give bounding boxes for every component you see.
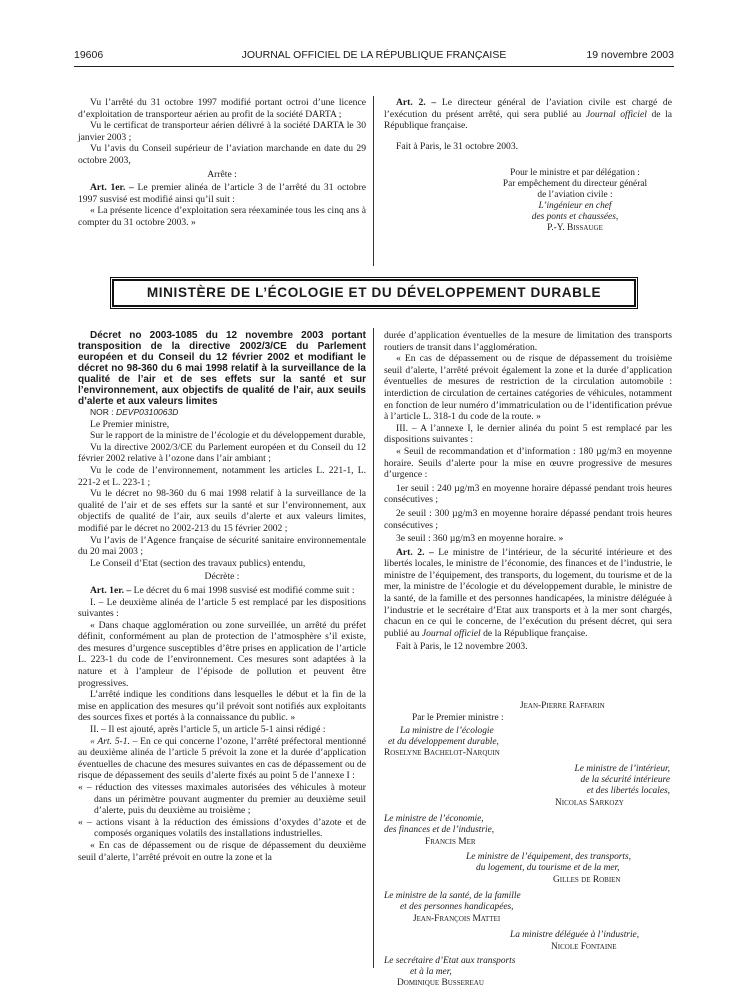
page-header <box>74 50 674 64</box>
journal-reference: Journal officiel <box>585 108 647 120</box>
journal-reference: Journal officiel <box>421 627 481 639</box>
visa-paragraph: Le Premier ministre, <box>90 418 170 430</box>
signature-line: des finances et de l’industrie, <box>384 825 495 835</box>
visa-paragraph: Vu l’avis de l’Agence française de sécurité sanitaire environnementale du 20 mai 2003 ; <box>78 534 366 558</box>
visa-paragraph: Vu le code de l’environnement, notamment les articles L. 221-1, L. 221-2 et L. 223-1 ; <box>78 464 366 488</box>
signatory-name: Nicole Fontaine <box>551 942 617 952</box>
signature-line: Le ministre de la santé, de la famille <box>384 891 521 901</box>
decree-left-column <box>78 330 366 863</box>
signatory-name: Jean-Pierre Raffarin <box>520 701 605 711</box>
fait-line: Fait à Paris, le 12 novembre 2003. <box>396 641 528 653</box>
journal-title: JOURNAL OFFICIEL DE LA RÉPUBLIQUE FRANÇAISE <box>241 49 507 61</box>
header-rule <box>74 66 674 67</box>
body-paragraph: L’arrêté indique les conditions dans lesquelles le début et la fin de la mise en application des mesures qu’il prévoit sont notifiés aux exploitants des sources fixes et portés à la connaissance du public. » <box>78 689 366 724</box>
body-paragraph: II. – Il est ajouté, après l’article 5, un article 5-1 ainsi rédigé : <box>90 724 326 736</box>
signature-line: La ministre de l’écologie <box>400 726 494 736</box>
article-text: – En ce qui concerne l’ozone, l’arrêté préfectoral mentionné au deuxième alinéa de l’article 5 prévoit la zone et la durée d’application éventuelles de chacune des mesures suivantes en cas de dépassement ou de risque de dépassement des seuils d’alerte fixés au point 5 de l’annexe I : <box>78 735 367 782</box>
visa-paragraph: Vu l’arrêté du 31 octobre 1997 modifié portant octroi d’une licence d’exploitation de transporteur aérien au profit de la société DARTA ; <box>78 97 366 120</box>
bullet-item: « – réduction des vitesses maximales autorisées des véhicules à moteur dans un périmètre pouvant augmenter du premier au deuxième seuil d’alerte, puis du deuxième au troisième ; <box>78 782 366 817</box>
decree-right-column <box>384 330 672 653</box>
threshold-line: 1er seuil : 240 µg/m3 en moyenne horaire dépassé pendant trois heures consécutives ; <box>384 482 672 506</box>
signatory-name: P.-Y. Bissauge <box>547 223 603 233</box>
signature-line: de l’aviation civile : <box>537 190 613 200</box>
article-label: Art. 2. – <box>396 546 434 558</box>
visa-paragraph: Vu l’avis du Conseil supérieur de l’aviation marchande en date du 29 octobre 2003, <box>78 143 366 166</box>
threshold-line: 3e seuil : 360 µg/m3 en moyenne horaire. » <box>396 533 564 545</box>
bottom-column-divider <box>373 328 374 968</box>
article-label: « Art. 5-1. <box>90 735 130 747</box>
decrete-heading: Décrète : <box>204 571 240 583</box>
nor-reference <box>78 407 366 419</box>
signature-line: Le ministre de l’intérieur, <box>574 764 670 774</box>
article-text: de la République française. <box>480 627 588 639</box>
signatory-name: Francis Mer <box>425 837 476 847</box>
article-text: Le premier alinéa de l’article 3 de l’arrêté du 31 octobre 1997 susvisé est modifié ainsi qu’il suit : <box>78 182 366 205</box>
signatory-name: Gilles de Robien <box>553 875 621 885</box>
body-paragraph: « Seuil de recommandation et d’information : 180 µg/m3 en moyenne horaire. Seuils d’alerte pour la mise en œuvre progressive de mesures d’urgence : <box>384 445 672 481</box>
body-paragraph: III. – A l’annexe I, le dernier alinéa du point 5 est remplacé par les dispositions suivantes : <box>384 422 672 446</box>
article-text: de la République française. <box>384 108 672 132</box>
nor-value: DEVP0310063D <box>116 407 179 417</box>
body-paragraph: durée d’application éventuelles de la mesure de limitation des transports routiers de transit dans l’agglomération. <box>384 330 672 353</box>
article-5-1 <box>78 736 366 782</box>
signature-line: et du développement durable, <box>388 737 499 747</box>
article-2 <box>384 547 672 640</box>
page-number: 19606 <box>74 49 104 61</box>
article-text: Le directeur général de l’aviation civile est chargé de l’exécution du présent arrêté, qui sera publié au <box>384 97 672 120</box>
article-1 <box>78 182 366 205</box>
signature-line: La ministre déléguée à l’industrie, <box>510 930 640 940</box>
signature-line: Le ministre de l’équipement, des transports, <box>466 852 632 862</box>
signature-line: de la sécurité intérieure <box>580 775 670 785</box>
article-label: Art. 2. – <box>396 97 437 108</box>
signature-line: Par le Premier ministre : <box>412 713 504 723</box>
fait-line: Fait à Paris, le 31 octobre 2003. <box>396 140 519 152</box>
ministry-banner: MINISTÈRE DE L’ÉCOLOGIE ET DU DÉVELOPPEMENT DURABLE <box>112 279 636 307</box>
top-left-column <box>78 97 366 229</box>
nor-label: NOR : <box>90 407 114 417</box>
issue-date: 19 novembre 2003 <box>586 49 674 61</box>
signature-line: L’ingénieur en chef <box>538 201 612 211</box>
signatory-name: Jean-François Mattei <box>413 914 501 924</box>
article-1 <box>78 585 366 597</box>
visa-paragraph: Le Conseil d’Etat (section des travaux publics) entendu, <box>90 557 306 569</box>
visa-paragraph: Vu le certificat de transporteur aérien délivré à la société DARTA le 30 janvier 2003 ; <box>78 120 366 143</box>
signature-line: et des libertés locales, <box>586 786 670 796</box>
signature-line: des ponts et chaussées, <box>531 212 619 222</box>
signatory-name: Nicolas Sarkozy <box>555 798 624 808</box>
signature-line: Pour le ministre et par délégation : <box>510 168 640 178</box>
signature-line: Par empêchement du directeur général <box>502 179 648 189</box>
body-paragraph: I. – Le deuxième alinéa de l’article 5 est remplacé par les dispositions suivantes : <box>78 596 366 620</box>
visa-paragraph: Vu la directive 2002/3/CE du Parlement européen et du Conseil du 12 février 2002 relative à l’ozone dans l’air ambiant ; <box>78 441 366 465</box>
body-paragraph: « En cas de dépassement ou de risque de dépassement du deuxième seuil d’alerte, l’arrêté prévoit en outre la zone et la <box>78 839 366 863</box>
visa-paragraph: Vu le décret no 98-360 du 6 mai 1998 relatif à la surveillance de la qualité de l’air et de ses effets sur la santé et sur l’environnement, aux objectifs de qualité de l’air, aux seuils d’alerte et aux valeurs limites, modifié par le décret no 2002-213 du 15 février 2002 ; <box>78 488 366 534</box>
article-2 <box>384 97 672 132</box>
body-paragraph: « En cas de dépassement ou de risque de dépassement du troisième seuil d’alerte, l’arrêté prévoit également la zone et la durée d’application éventuelles de mesures de restriction de la circulation automobile : interdiction de circulation de certaines catégories de véhicules, notamment en fonction de leur numéro d’immatriculation ou de l’identification prévue à l’article L. 318-1 du code de la route. » <box>384 353 672 423</box>
arrete-heading: Arrête : <box>207 168 237 180</box>
quote-paragraph: « La présente licence d’exploitation sera réexaminée tous les cinq ans à compter du 31 octobre 2003. » <box>78 205 366 228</box>
signature-line: et à la mer, <box>410 967 452 977</box>
article-text: Le décret du 6 mai 1998 susvisé est modifié comme suit : <box>131 584 355 596</box>
body-paragraph: « Dans chaque agglomération ou zone surveillée, un arrêté du préfet définit, conformément au plan de protection de l’atmosphère s’il existe, des mesures d’urgence susceptibles d’être prises en application de l’article L. 223-1 du code de l’environnement. Ces mesures sont adaptées à la nature et à l’ampleur de l’épisode de pollution et peuvent être progressives. <box>78 619 366 689</box>
decree-title: Décret no 2003-1085 du 12 novembre 2003 portant transposition de la directive 2002/3/CE du Parlement européen et du Conseil du 12 février 2002 et modifiant le décret no 98-360 du 6 mai 1998 relatif à la surveillance de la qualité de l’air et de ses effets sur la santé et sur l’environnement, aux objectifs de qualité de l’air, aux seuils d’alerte et aux valeurs limites <box>78 330 366 407</box>
top-signature-block <box>470 168 680 234</box>
article-label: Art. 1er. – <box>90 182 134 194</box>
signatory-name: Dominique Bussereau <box>397 978 484 988</box>
article-text: Le ministre de l’intérieur, de la sécurité intérieure et des libertés locales, le ministre de l’économie, des finances et de l’industrie, le ministre de l’équipement, des transports, du logement, du tourisme et de la mer, la ministre de l’écologie et du développement durable, le ministre de la santé, de la famille et des personnes handicapées, la ministre déléguée à l’industrie et le secrétaire d’Etat aux transports et à la mer sont chargés, chacun en ce qui le concerne, de l’exécution du présent décret, qui sera publié au <box>384 546 672 639</box>
threshold-line: 2e seuil : 300 µg/m3 en moyenne horaire dépassé pendant trois heures consécutives ; <box>384 507 672 531</box>
signature-line: et des personnes handicapées, <box>400 902 514 912</box>
signatory-name: Roselyne Bachelot-Narquin <box>384 748 500 758</box>
signature-line: du logement, du tourisme et de la mer, <box>476 863 620 873</box>
signature-line: Le secrétaire d’Etat aux transports <box>384 956 516 966</box>
article-label: Art. 1er. – <box>90 584 132 596</box>
top-right-column <box>384 97 672 152</box>
visa-paragraph: Sur le rapport de la ministre de l’écologie et du développement durable, <box>90 430 366 442</box>
top-column-divider <box>373 96 374 266</box>
bullet-item: « – actions visant à la réduction des émissions d’oxydes d’azote et de composés organiques volatils des installations industrielles. <box>78 816 366 840</box>
signature-line: Le ministre de l’économie, <box>384 814 484 824</box>
